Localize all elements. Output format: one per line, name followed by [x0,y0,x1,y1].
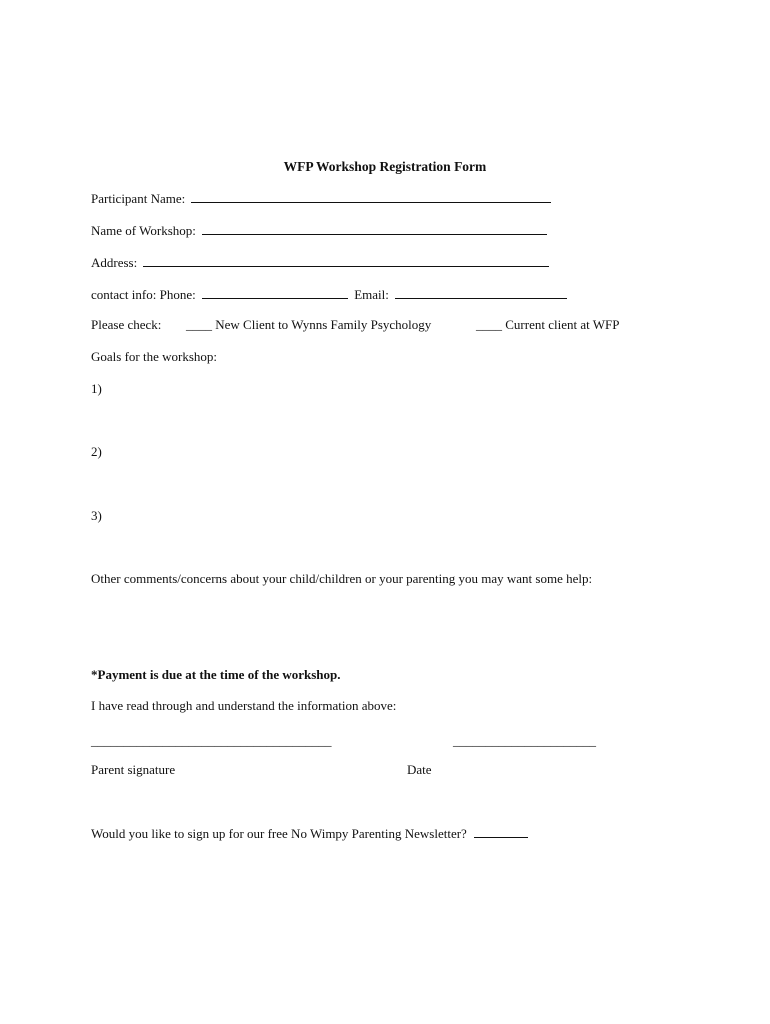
form-title: WFP Workshop Registration Form [283,159,487,174]
parent-signature-label: Parent signature [91,762,176,777]
participant-name-label: Participant Name: [91,191,186,206]
new-client-option[interactable]: ____ New Client to Wynns Family Psychology [186,317,432,332]
date-line[interactable]: ______________________ [453,733,596,748]
contact-info-label: contact info: Phone: [91,287,196,302]
newsletter-field[interactable] [474,825,528,838]
workshop-name-field[interactable] [202,222,547,235]
payment-note: *Payment is due at the time of the workshop. [91,667,341,682]
please-check-label: Please check: [91,317,162,332]
participant-name-field[interactable] [191,190,551,203]
phone-field[interactable] [202,286,348,299]
acknowledge-text: I have read through and understand the information above: [91,698,397,713]
current-client-option[interactable]: ____ Current client at WFP [476,317,620,332]
address-field[interactable] [143,254,549,267]
date-label: Date [407,762,432,777]
contact-info-row [91,286,567,303]
goal-2-label: 2) [91,444,102,459]
email-label: Email: [354,287,389,302]
address-row [91,254,549,271]
address-label: Address: [91,255,138,270]
signature-line[interactable]: _____________________________________ [91,733,332,748]
email-field[interactable] [395,286,567,299]
participant-name-row [91,190,551,207]
workshop-name-row [91,222,547,239]
comments-label: Other comments/concerns about your child/children or your parenting you may want some help: [91,571,593,586]
workshop-name-label: Name of Workshop: [91,223,196,238]
goals-label: Goals for the workshop: [91,349,218,364]
newsletter-question: Would you like to sign up for our free No Wimpy Parenting Newsletter? [91,826,467,841]
newsletter-row [91,825,528,842]
goal-3-label: 3) [91,508,102,523]
goal-1-label: 1) [91,381,102,396]
